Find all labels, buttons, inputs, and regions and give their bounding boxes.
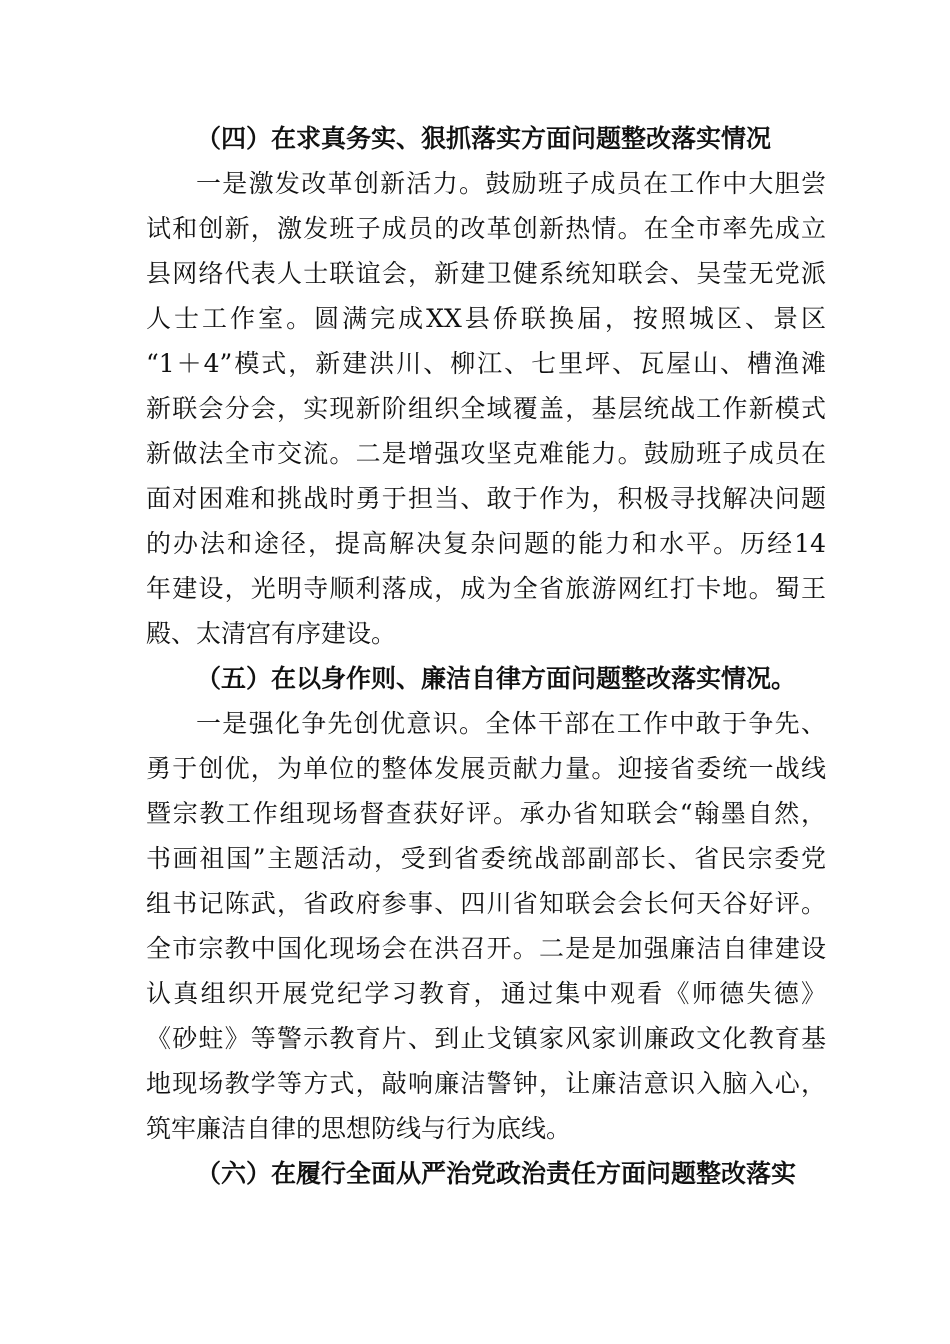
section-6-heading: （六）在履行全面从严治党政治责任方面问题整改落实 (196, 1159, 797, 1188)
section-4-line-9: 的办法和途径，提高解决复杂问题的能力和水平。历经14 (146, 529, 826, 558)
section-4-line-6: 新联会分会，实现新阶组织全域覆盖，基层统战工作新模式 (146, 394, 826, 423)
section-4-line-5: “1＋4”模式，新建洪川、柳江、七里坪、瓦屋山、槽渔滩 (146, 349, 826, 378)
section-4-line-3: 县网络代表人士联谊会，新建卫健系统知联会、吴莹无党派 (146, 259, 826, 288)
section-5-line-6: 全市宗教中国化现场会在洪召开。二是是加强廉洁自律建设 (146, 934, 826, 963)
section-4-line-8: 面对困难和挑战时勇于担当、敢于作为，积极寻找解决问题 (146, 484, 826, 513)
section-5-line-10: 筑牢廉洁自律的思想防线与行为底线。 (146, 1114, 572, 1143)
section-5-line-2: 勇于创优，为单位的整体发展贡献力量。迎接省委统一战线 (146, 754, 826, 783)
section-4-line-10: 年建设，光明寺顺利落成，成为全省旅游网红打卡地。蜀王 (146, 574, 826, 603)
section-4-heading: （四）在求真务实、狠抓落实方面问题整改落实情况 (196, 124, 772, 153)
section-5-line-9: 地现场教学等方式，敲响廉洁警钟，让廉洁意识入脑入心， (146, 1069, 826, 1098)
section-4-line-11: 殿、太清宫有序建设。 (146, 619, 397, 648)
section-5-line-3: 暨宗教工作组现场督查获好评。承办省知联会“翰墨自然， (146, 799, 826, 828)
section-5-line-1: 一是强化争先创优意识。全体干部在工作中敢于争先、 (196, 709, 826, 738)
section-5-line-8: 《砂蛀》等警示教育片、到止戈镇家风家训廉政文化教育基 (146, 1024, 826, 1053)
section-4-line-4: 人士工作室。圆满完成XX县侨联换届，按照城区、景区 (146, 304, 826, 333)
section-4-line-7: 新做法全市交流。二是增强攻坚克难能力。鼓励班子成员在 (146, 439, 826, 468)
section-5-line-4: 书画祖国”主题活动，受到省委统战部副部长、省民宗委党 (146, 844, 826, 873)
section-4-line-1: 一是激发改革创新活力。鼓励班子成员在工作中大胆尝 (196, 169, 826, 198)
section-5-line-7: 认真组织开展党纪学习教育，通过集中观看《师德失德》 (146, 979, 826, 1008)
section-5-line-5: 组书记陈武，省政府参事、四川省知联会会长何天谷好评。 (146, 889, 826, 918)
section-4-line-2: 试和创新，激发班子成员的改革创新热情。在全市率先成立 (146, 214, 826, 243)
section-5-heading: （五）在以身作则、廉洁自律方面问题整改落实情况。 (196, 664, 797, 693)
